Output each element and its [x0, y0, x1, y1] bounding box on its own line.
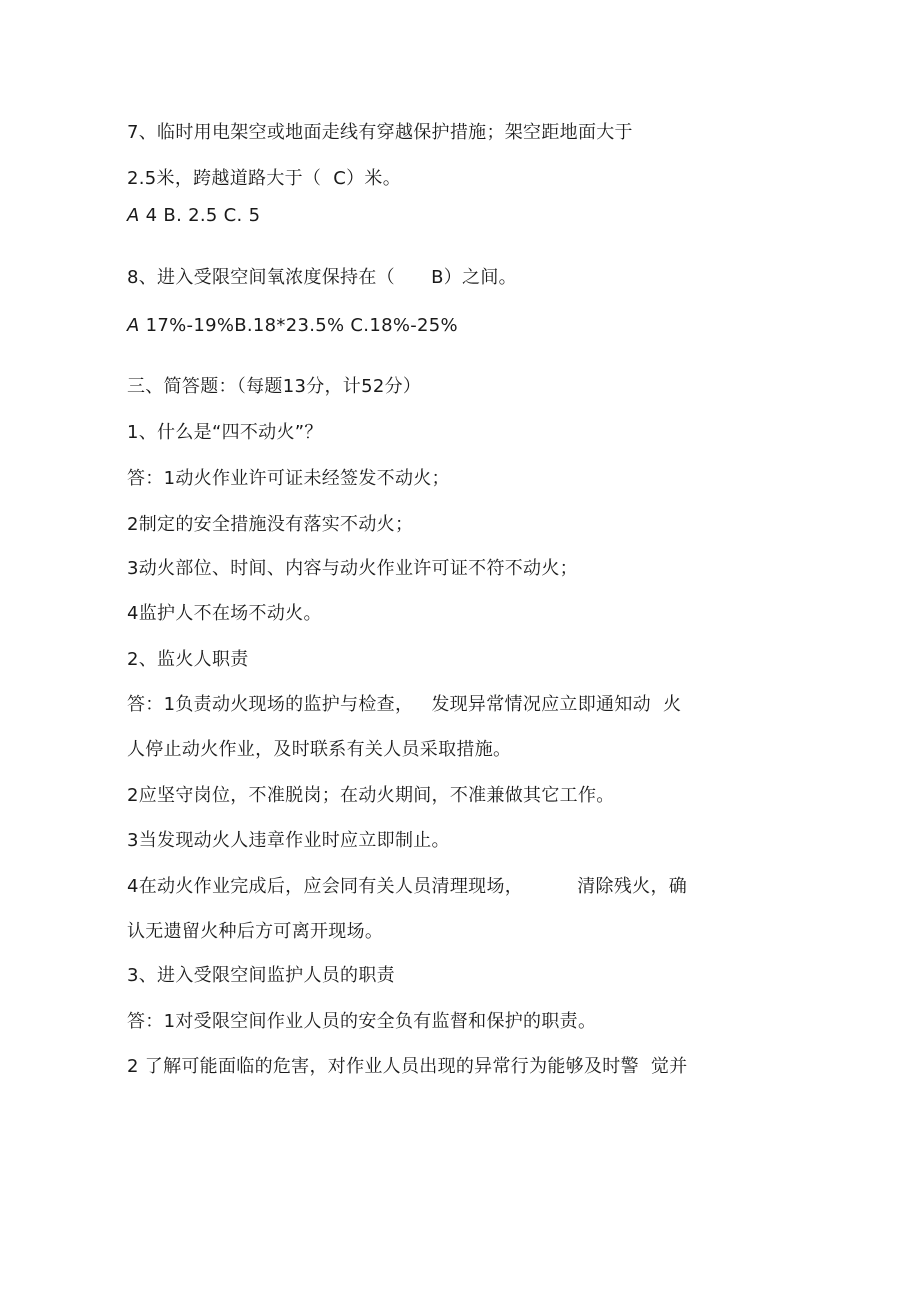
short-answer-2-item-4-line-2: 认无遗留火种后方可离开现场。 [127, 921, 384, 942]
options-text: 17%-19%B.18*23.5% C.18%-25% [139, 315, 458, 336]
option-a-label: A [127, 315, 140, 336]
option-a-label: A [127, 205, 140, 226]
short-answer-1-item-2: 2制定的安全措施没有落实不动火； [127, 514, 414, 535]
question-8-options [127, 314, 458, 338]
section-3-heading: 三、简答题：（每题13分，计52分） [127, 376, 422, 397]
short-answer-1-item-3: 3动火部位、时间、内容与动火作业许可证不符不动火； [127, 558, 578, 579]
short-question-2: 2、监火人职责 [127, 649, 249, 670]
short-answer-2-item-1-line-2: 人停止动火作业，及时联系有关人员采取措施。 [127, 739, 512, 760]
short-answer-1-item-4: 4监护人不在场不动火。 [127, 603, 322, 624]
short-question-1: 1、什么是“四不动火”？ [127, 422, 323, 443]
short-answer-3-item-1: 答：1对受限空间作业人员的安全负有监督和保护的职责。 [127, 1011, 597, 1032]
question-7-options [127, 204, 260, 228]
short-answer-2-item-3: 3当发现动火人违章作业时应立即制止。 [127, 830, 450, 851]
short-answer-3-item-2: 2 了解可能面临的危害，对作业人员出现的异常行为能够及时警 觉并 [127, 1056, 688, 1077]
short-answer-2-item-2: 2应坚守岗位，不准脱岗；在动火期间，不准兼做其它工作。 [127, 785, 615, 806]
short-question-3: 3、进入受限空间监护人员的职责 [127, 965, 395, 986]
short-answer-2-item-4-line-1: 4在动火作业完成后，应会同有关人员清理现场， 清除残火，确 [127, 876, 688, 897]
short-answer-2-item-1-line-1: 答：1负责动火现场的监护与检查， 发现异常情况应立即通知动 火 [127, 694, 682, 715]
question-7-line-2: 2.5米，跨越道路大于（ C）米。 [127, 168, 402, 189]
question-8-line-1: 8、进入受限空间氧浓度保持在（ B）之间。 [127, 267, 517, 288]
short-answer-1-item-1: 答：1动火作业许可证未经签发不动火； [127, 468, 450, 489]
question-7-line-1: 7、临时用电架空或地面走线有穿越保护措施；架空距地面大于 [127, 122, 633, 143]
options-text: 4 B. 2.5 C. 5 [139, 205, 261, 226]
